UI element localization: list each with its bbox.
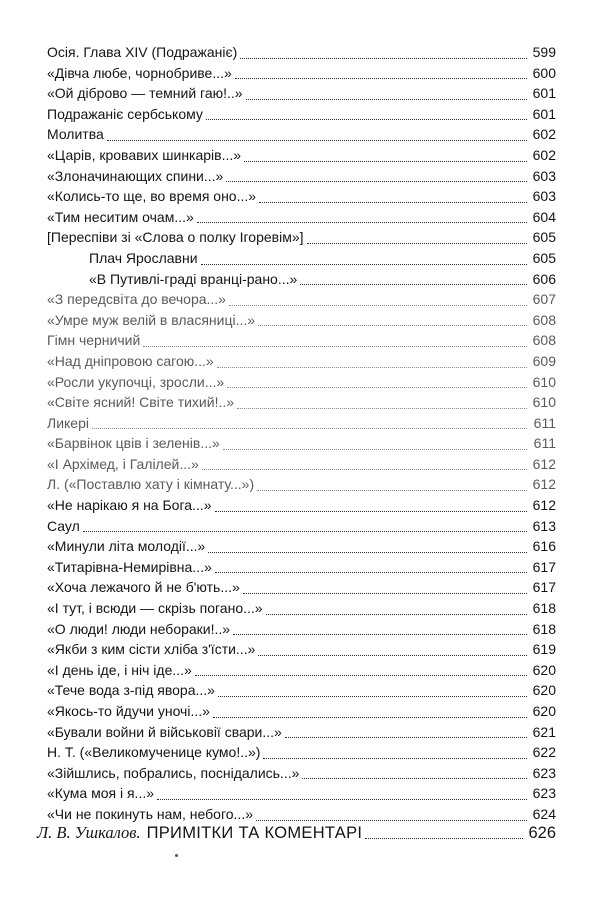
dot-leader [195, 660, 527, 681]
dot-leader [285, 722, 527, 743]
dot-leader [263, 742, 527, 763]
toc-entry [47, 227, 556, 248]
toc-entry [47, 783, 556, 804]
toc-entry [47, 474, 556, 495]
toc-entry [47, 680, 556, 701]
dot-leader [240, 42, 527, 63]
toc-entry-page: 612 [532, 497, 556, 514]
toc-entry-title: «Кума моя і я...» [47, 785, 155, 802]
toc-entry [47, 619, 556, 640]
toc-entry-title: «Якби з ким сісти хліба з'їсти...» [47, 641, 256, 658]
toc-entry-page: 624 [532, 805, 556, 822]
dot-leader [233, 619, 527, 640]
toc-entry-page: 601 [532, 85, 556, 102]
toc-entry-title: Гімн черничий [47, 332, 141, 349]
toc-entry-page: 609 [532, 352, 556, 369]
toc-entry-page: 621 [532, 723, 556, 740]
toc-entry-page: 618 [532, 600, 556, 617]
toc-entry-title: «Барвінок цвів і зеленів...» [47, 435, 220, 452]
dot-leader [227, 372, 527, 393]
toc-entry [47, 104, 556, 125]
toc-entry-page: 623 [532, 785, 556, 802]
toc-entry-title: «Чи не покинуть нам, небого...» [47, 805, 254, 822]
toc-entry-page: 608 [532, 332, 556, 349]
toc-entry [47, 701, 556, 722]
toc-entry-page: 611 [533, 414, 556, 431]
toc-entry-title: «Тим неситим очам...» [47, 208, 194, 225]
toc-entry [47, 433, 556, 454]
toc-entry [47, 269, 556, 290]
dot-leader [259, 186, 527, 207]
toc-entry-page: 620 [532, 703, 556, 719]
toc-entry [47, 536, 556, 557]
toc-entry-page: 602 [532, 146, 556, 163]
toc-entry-page: 623 [532, 764, 556, 781]
toc-entry-page: 611 [533, 435, 556, 452]
dot-leader [215, 495, 528, 516]
dot-leader [258, 639, 527, 660]
toc-entry-title: «Тече вода з-під явора...» [47, 682, 215, 699]
toc-entry-page: 606 [532, 270, 556, 287]
toc-entry [47, 186, 556, 207]
toc-entry-page: 618 [532, 620, 556, 637]
toc-entry-title: «І Архімед, і Галілей...» [47, 455, 199, 472]
dot-leader [257, 474, 527, 495]
toc-entry [47, 42, 556, 63]
toc-entry-title: «О люди! люди небораки!..» [47, 620, 231, 637]
toc-entry-page: 600 [532, 64, 556, 81]
toc-entry-page: 620 [532, 682, 556, 699]
toc-entry [47, 248, 556, 269]
toc-entry-title: «Титарівна-Немирівна...» [47, 558, 212, 575]
toc-entry-page: 612 [532, 476, 556, 493]
dot-leader [215, 557, 527, 578]
dot-leader [202, 454, 527, 475]
dot-leader [92, 413, 527, 434]
toc-entry-title: «Якось-то йдучи уночі...» [47, 703, 210, 719]
toc-entry-title: Н. Т. («Великомученице кумо!..») [47, 744, 261, 761]
toc-entry-page: 603 [532, 188, 556, 205]
toc-entry-title: «І день іде, і ніч іде...» [47, 661, 192, 678]
toc-entry [47, 145, 556, 166]
toc-entry-title: Молитва [47, 126, 104, 143]
toc-entry-title: «В Путивлі-граді вранці-рано...» [89, 270, 298, 287]
toc-entry [47, 166, 556, 187]
toc-entry-title: «Над дніпровою сагою...» [47, 352, 214, 369]
toc-entry-page: 599 [532, 44, 556, 60]
dot-leader [201, 248, 527, 269]
toc-entry-title: «З передсвіта до вечора...» [47, 291, 226, 308]
table-of-contents [47, 42, 556, 825]
toc-entry-page: 601 [532, 105, 556, 122]
toc-entry-title: «І тут, і всюди — скрізь погано...» [47, 600, 263, 617]
dot-leader [107, 124, 527, 145]
toc-entry-page: 619 [532, 641, 556, 658]
toc-entry-page: 616 [532, 538, 556, 555]
toc-entry-page: 605 [532, 249, 556, 266]
toc-entry [47, 413, 556, 434]
toc-entry-title: «Росли укупочці, зросли...» [47, 373, 225, 390]
toc-entry [47, 351, 556, 372]
toc-entry-page: 617 [532, 558, 556, 575]
toc-entry-title: Плач Ярославни [89, 249, 198, 266]
toc-entry-title: Осія. Глава XIV (Подражаніє) [47, 44, 238, 60]
dot-leader [300, 269, 527, 290]
dot-leader [226, 166, 527, 187]
toc-entry [47, 330, 556, 351]
toc-entry-title: «Колись-то ще, во время оно...» [47, 188, 257, 205]
toc-entry-page: 607 [532, 291, 556, 308]
toc-entry [47, 495, 556, 516]
toc-entry-page: 604 [532, 208, 556, 225]
dot-leader [213, 701, 527, 722]
toc-entry [47, 63, 556, 84]
toc-entry [47, 124, 556, 145]
toc-entry [47, 722, 556, 743]
notes-page-number: 626 [528, 824, 556, 842]
toc-entry-page: 622 [532, 744, 556, 761]
toc-entry [47, 660, 556, 681]
toc-entry-title: «Не нарікаю я на Бога...» [47, 497, 212, 514]
dot-leader [229, 289, 527, 310]
toc-entry-page: 610 [532, 373, 556, 390]
toc-entry-page: 617 [532, 579, 556, 596]
dot-leader [365, 821, 523, 845]
toc-entry-title: «Світе ясний! Світе тихий!..» [47, 394, 235, 411]
toc-entry [47, 289, 556, 310]
notes-title: ПРИМІТКИ ТА КОМЕНТАРІ [146, 824, 363, 842]
dot-leader [83, 516, 527, 537]
toc-entry-title: «Умре муж велій в власяниці...» [47, 311, 256, 328]
toc-entry-page: 613 [532, 517, 556, 534]
toc-entry-title: «Злоначинающих спини...» [47, 167, 224, 184]
toc-entry [47, 516, 556, 537]
notes-author: Л. В. Ушкалов. [37, 823, 141, 842]
dot-leader [243, 577, 527, 598]
dot-leader [307, 227, 527, 248]
toc-entry [47, 207, 556, 228]
toc-entry-page: 610 [532, 394, 556, 411]
toc-entry-page: 608 [532, 311, 556, 328]
toc-entry-page: 602 [532, 126, 556, 143]
toc-entry [47, 742, 556, 763]
dot-leader [143, 330, 527, 351]
toc-entry-title: Подражаніє сербському [47, 105, 203, 122]
toc-entry [47, 577, 556, 598]
dot-leader [235, 63, 527, 84]
toc-entry-page: 603 [532, 167, 556, 184]
dot-leader [237, 392, 527, 413]
toc-entry [47, 310, 556, 331]
notes-entry [37, 821, 556, 845]
dot-leader [208, 536, 527, 557]
dot-leader [266, 598, 527, 619]
toc-entry-title: «Бували войни й військовії свари...» [47, 723, 282, 740]
toc-entry [47, 392, 556, 413]
toc-entry [47, 639, 556, 660]
toc-entry-title: «Хоча лежачого й не б'ють...» [47, 579, 240, 596]
dot-leader [218, 680, 527, 701]
toc-entry-title: Ликері [47, 414, 89, 431]
toc-entry-title: [Переспіви зі «Слова о полку Ігоревім»] [47, 229, 304, 246]
toc-entry [47, 83, 556, 104]
toc-entry-title: «Дівча любе, чорнобриве...» [47, 64, 232, 81]
toc-entry-page: 620 [532, 661, 556, 678]
dot-leader [206, 104, 527, 125]
toc-entry [47, 454, 556, 475]
dot-leader [302, 763, 527, 784]
toc-entry-title: «Царів, кровавих шинкарів...» [47, 146, 242, 163]
dot-leader [197, 207, 527, 228]
toc-entry-page: 612 [532, 455, 556, 472]
dot-leader [258, 310, 527, 331]
toc-entry-title: «Зійшлись, побрались, поснідались...» [47, 764, 300, 781]
toc-entry-page: 605 [532, 229, 556, 246]
print-speck [175, 854, 178, 857]
dot-leader [244, 145, 527, 166]
dot-leader [157, 783, 527, 804]
dot-leader [246, 83, 527, 104]
toc-entry [47, 763, 556, 784]
dot-leader [223, 433, 527, 454]
dot-leader [217, 351, 527, 372]
toc-entry [47, 598, 556, 619]
toc-entry-title: «Ой діброво — темний гаю!..» [47, 85, 243, 102]
toc-entry [47, 372, 556, 393]
toc-entry [47, 557, 556, 578]
toc-entry-title: Саул [47, 517, 80, 534]
toc-entry-title: «Минули літа молодії...» [47, 538, 206, 555]
toc-entry-title: Л. («Поставлю хату і кімнату...») [47, 476, 255, 493]
